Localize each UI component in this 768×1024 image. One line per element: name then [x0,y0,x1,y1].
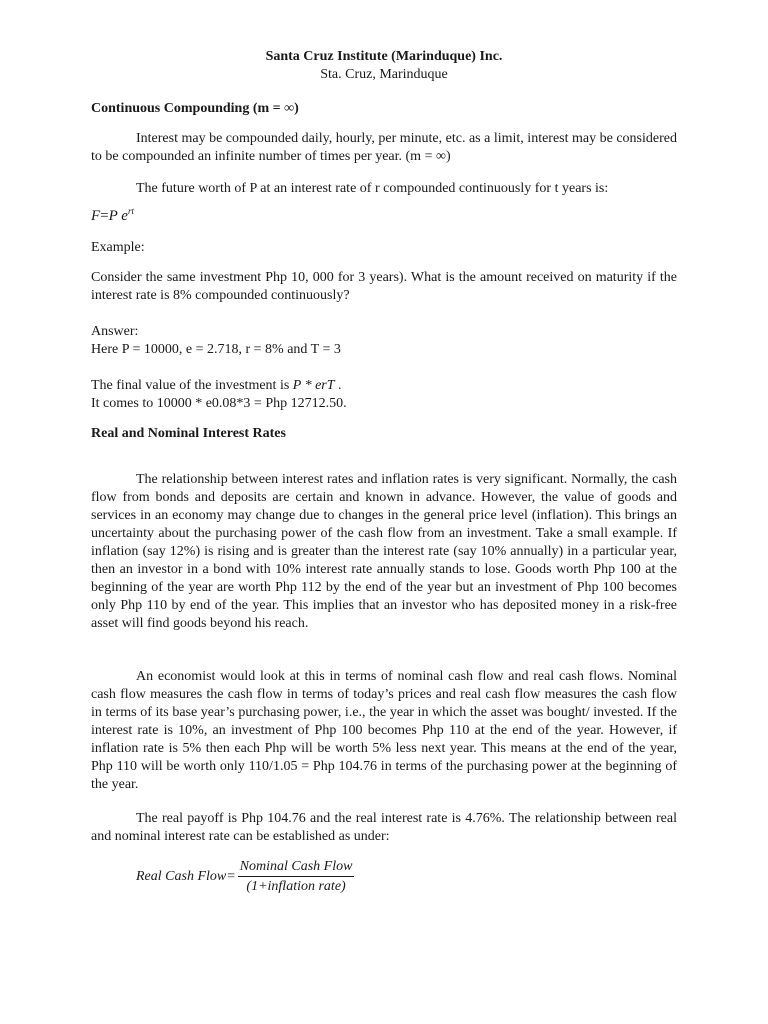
formula-numerator: Nominal Cash Flow [239,859,353,874]
continuous-compounding-heading: Continuous Compounding (m = ∞) [91,101,299,116]
formula-e: e [121,208,128,224]
continuous-paragraph-2: The future worth of P at an interest rate of r compounded continuously for t years is: [136,181,609,196]
formula-equals: = [100,208,109,224]
institution-name: Santa Cruz Institute (Marinduque) Inc. [265,49,503,64]
final-value-formula: P * erT [292,378,335,393]
formula-lhs: Real Cash Flow= [136,868,236,884]
institution-location: Sta. Cruz, Marinduque [320,67,448,82]
formula-fraction [238,858,355,895]
continuous-paragraph-1: Interest may be compounded daily, hourly, per minute, etc. as a limit, interest may be considered to be compounded an infinite number of times per year. (m = ∞) [91,131,677,164]
answer-line-1: Here P = 10000, e = 2.718, r = 8% and T = 3 [91,342,341,357]
future-worth-formula [91,208,134,225]
real-nominal-paragraph-3: The real payoff is Php 104.76 and the real interest rate is 4.76%. The relationship between real and nominal interest rate can be established as under: [91,811,677,844]
formula-p: P [108,208,118,224]
real-cash-flow-formula [136,858,354,895]
final-value-line [91,377,342,395]
real-nominal-paragraph-1: The relationship between interest rates and inflation rates is very significant. Normally, the cash flow from bonds and deposits are certain and known in advance. However, the value of goods and services in an economy may change due to changes in the general price level (inflation). This brings an uncertainty about the purchasing power of the cash flow from an investment. Take a small example. If inflation (say 12%) is rising and is greater than the interest rate (say 10% annually) in a particular year, then an investor in a bond with 10% interest rate annually stands to lose. Goods worth Php 100 at the beginning of the year are worth Php 112 by the end of the year but an investment of Php 100 becomes only Php 110 by end of the year. This implies that an investor who has deposited money in a risk-free asset will find goods beyond his reach. [91,472,677,631]
comes-to-line: It comes to 10000 * e0.08*3 = Php 12712.50. [91,396,347,411]
formula-denominator: (1+inflation rate) [246,879,346,894]
real-nominal-heading: Real and Nominal Interest Rates [91,426,286,441]
final-value-prefix: The final value of the investment is [91,378,293,393]
real-nominal-paragraph-2: An economist would look at this in terms of nominal cash flow and real cash flows. Nominal cash flow measures the cash flow in terms of today’s prices and real cash flow measures the cash flow in terms of its base year’s purchasing power, i.e., the year in which the asset was bought/ invested. If the interest rate is 10%, an investment of Php 100 becomes Php 110 at the end of the year. However, if inflation rate is 5% then each Php will be worth 5% less next year. This means at the end of the year, Php 110 will be worth only 110/1.05 = Php 104.76 in terms of the purchasing power at the beginning of the year. [91,669,677,792]
example-text: Consider the same investment Php 10, 000 for 3 years). What is the amount received on maturity if the interest rate is 8% compounded continuously? [91,270,677,303]
formula-f: F [91,208,101,224]
formula-exponent: rt [127,206,134,216]
example-label: Example: [91,240,145,255]
final-value-suffix: . [334,378,342,393]
answer-label: Answer: [91,324,139,339]
